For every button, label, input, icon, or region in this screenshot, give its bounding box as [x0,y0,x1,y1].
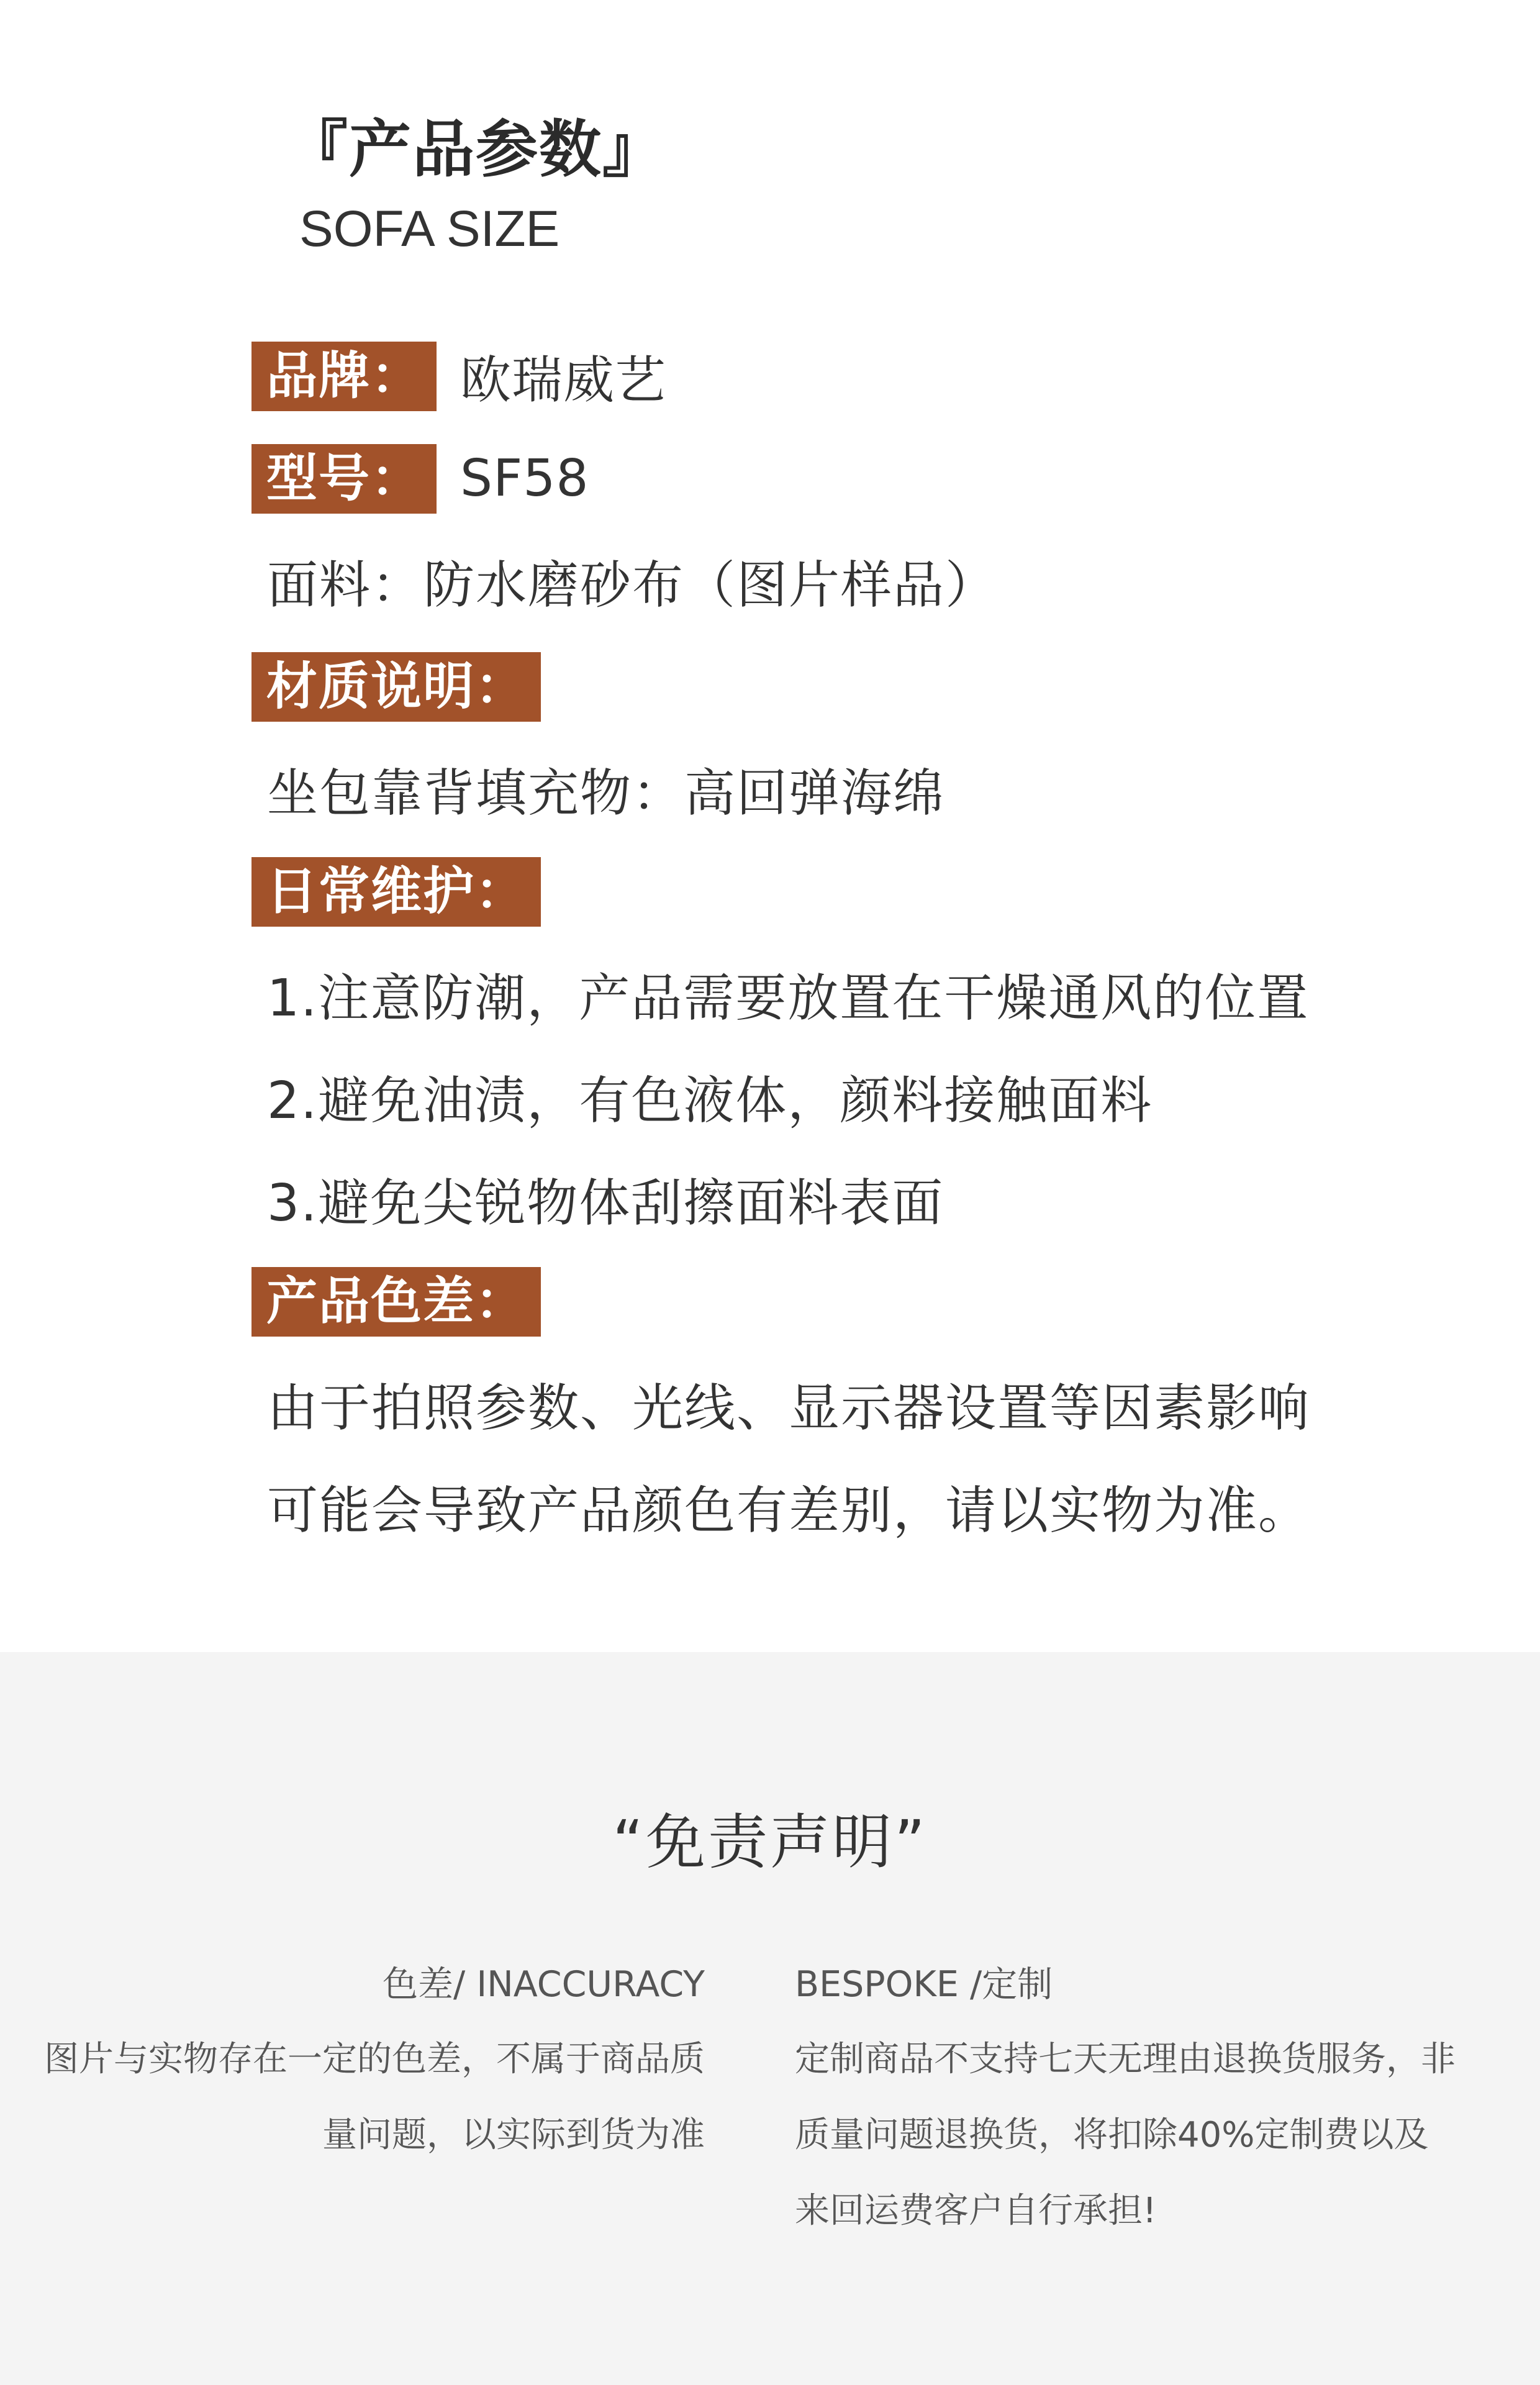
inaccuracy-line-2: 量问题，以实际到货为准 [322,2115,705,2155]
care-label-row [251,856,541,927]
care-label: 日常维护： [251,857,541,927]
brand-label: 品牌： [251,342,437,411]
bespoke-line-3: 来回运费客户自行承担! [795,2191,1157,2231]
color-line [251,1471,1310,1542]
color-label: 产品色差： [251,1267,541,1337]
bespoke-line-1: 定制商品不支持七天无理由退换货服务，非 [795,2039,1456,2079]
fabric-row [251,545,997,617]
color-line-2: 可能会导致产品颜色有差别，请以实物为准。 [267,1481,1311,1540]
inaccuracy-line-1: 图片与实物存在一定的色差，不属于商品质 [44,2039,705,2079]
care-item [251,1163,944,1235]
inaccuracy-column [3,1947,705,2173]
disclaimer-title: “免责声明” [612,1807,928,1877]
care-item-3: 3.避免尖锐物体刮擦面料表面 [267,1174,944,1233]
bespoke-column [795,1947,1497,2249]
bespoke-line-2: 质量问题退换货，将扣除40%定制费以及 [795,2115,1429,2155]
color-line-1: 由于拍照参数、光线、显示器设置等因素影响 [267,1379,1311,1438]
color-label-row [251,1266,541,1337]
material-row [251,753,945,825]
brand-value: 欧瑞威艺 [460,351,667,410]
bespoke-heading: BESPOKE /定制 [795,1964,1053,2005]
brand-row [251,340,666,412]
model-row [251,443,589,514]
care-item [251,1061,1153,1132]
care-item-1: 1.注意防潮，产品需要放置在干燥通风的位置 [267,969,1310,1028]
fabric-text: 面料：防水磨砂布（图片样品） [267,556,998,615]
material-label: 材质说明： [251,652,541,722]
material-text: 坐包靠背填充物：高回弹海绵 [267,764,946,823]
care-item [251,958,1309,1030]
model-label: 型号： [251,444,437,514]
inaccuracy-heading: 色差/ INACCURACY [383,1964,705,2005]
material-label-row [251,651,541,722]
section-subtitle: SOFA SIZE [299,201,560,257]
care-item-2: 2.避免油渍，有色液体，颜料接触面料 [267,1071,1153,1130]
model-value: SF58 [460,449,589,508]
color-line [251,1368,1310,1440]
section-title: 『产品参数』 [286,113,666,186]
